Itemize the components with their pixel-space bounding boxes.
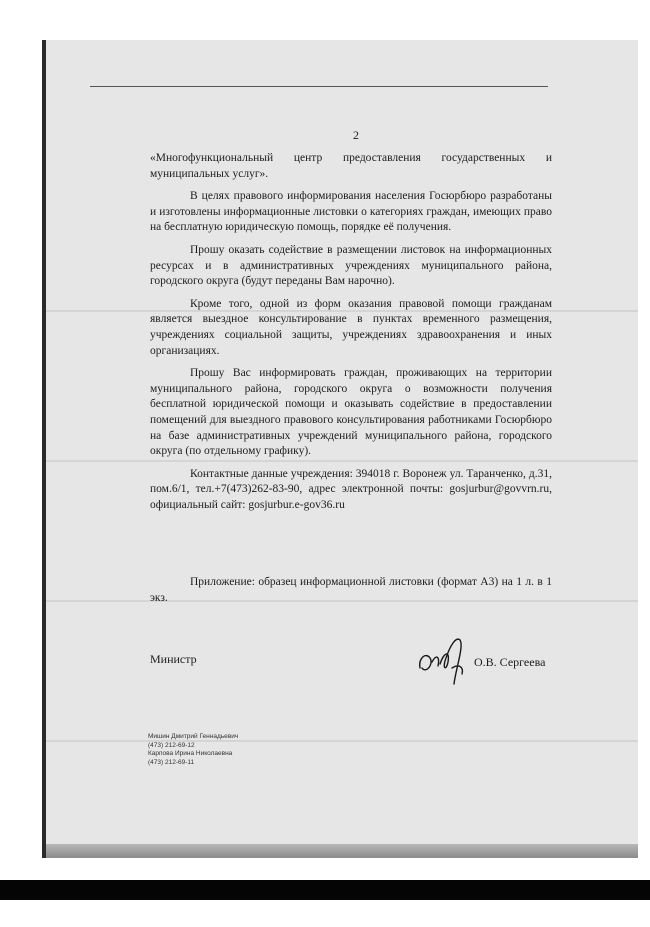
letter-body <box>150 151 552 513</box>
paragraph-4: Кроме того, одной из форм оказания правовой помощи гражданам является выездное консультирование в пунктах временного размещения, учреждениях социальной защиты, учреждениях здравоохранения и иных организациях. <box>150 297 552 357</box>
header-rule <box>90 86 548 87</box>
paragraph-1: «Многофункциональный центр предоставления государственных и муниципальных услуг». <box>150 152 552 180</box>
executor-phone: (473) 212-69-12 <box>148 741 195 749</box>
executor-name: Карпова Ирина Николаевна <box>148 750 233 758</box>
attachment-note: Приложение: образец информационной листовки (формат А3) на 1 л. в 1 экз. <box>150 576 552 604</box>
executor-phone: (473) 212-69-11 <box>148 758 195 766</box>
paragraph-5: Прошу Вас информировать граждан, проживающих на территории муниципального района, городского округа о возможности получения бесплатной юридической помощи и оказывать содействие в предоставлении помещений для выездного правового консультирования работниками Госюрбюро на базе административных учреждений муниципального района, городского округа (по отдельному графику). <box>150 367 552 458</box>
scan-stripe <box>46 740 638 742</box>
paragraph-2: В целях правового информирования населения Госюрбюро разработаны и изготовлены информационные листовки о категориях граждан, имеющих право на бесплатную юридическую помощь, порядке её получения. <box>150 190 552 234</box>
executors-block <box>148 733 238 767</box>
paragraph-contacts: Контактные данные учреждения: 394018 г. Воронеж ул. Таранченко, д.31, пом.6/1, тел.+7(473)262-83-90, адрес электронной почты: gosjurbur@govvrn.ru, официальный сайт: gosjurbur.e-gov36.ru <box>150 467 552 511</box>
executor-name: Мишин Дмитрий Геннадьевич <box>148 733 239 740</box>
scan-border-bar <box>0 880 650 900</box>
handwritten-signature <box>416 628 474 690</box>
paragraph-3: Прошу оказать содействие в размещении листовок на информационных ресурсах и в административных учреждениях муниципального района, городского округа (будут переданы Вам нарочно). <box>150 243 552 288</box>
scan-bottom-shadow <box>46 844 638 858</box>
page-number: 2 <box>353 128 359 142</box>
signatory-name: О.В. Сергеева <box>474 655 546 669</box>
signatory-title: Министр <box>150 652 197 666</box>
